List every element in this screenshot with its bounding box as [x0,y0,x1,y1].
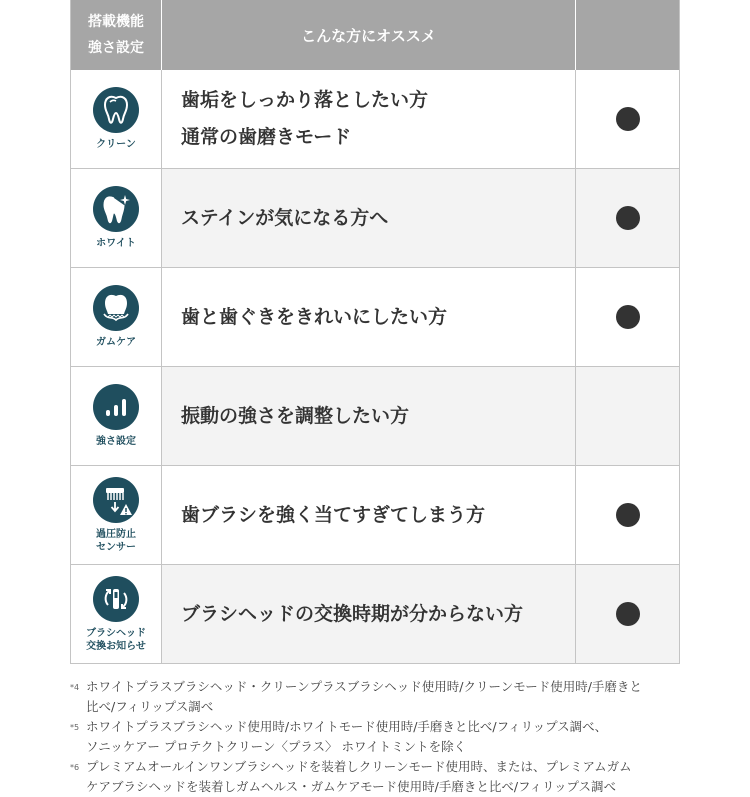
footnote-line: ソニッケアー プロテクトクリーン〈プラス〉 ホワイトミントを除く [86,739,467,754]
feature-cell [71,367,162,465]
recommend-dot [616,206,640,230]
feature-label-line1: 過圧防止 [96,528,136,540]
feature-label: ガムケア [96,337,136,348]
header-recommend-col: こんな方にオススメ [162,0,576,70]
recommend-dot [616,305,640,329]
recommend-dot [616,602,640,626]
recommend-text: 歯垢をしっかり落としたい方 [181,89,429,111]
footnote-mark: *6 [70,763,80,772]
mark-cell [576,169,679,267]
feature-label-line2: 交換お知らせ [86,640,146,652]
clean-tooth-icon [93,87,139,133]
mark-cell [576,268,679,366]
feature-label: ホワイト [96,238,136,249]
feature-label-line1: ブラシヘッド [86,627,146,639]
footnote-line: プレミアムオールインワンブラシヘッドを装着しクリーンモード使用時、または、プレミアムガム [86,759,632,774]
footnote-line: ホワイトプラスブラシヘッド・クリーンプラスブラシヘッド使用時/クリーンモード使用時/手磨きと [86,679,642,694]
footnote-text [86,677,690,717]
white-tooth-sparkle-icon [93,186,139,232]
mark-cell [576,70,679,168]
recommend-cell [162,169,576,267]
footnote-text [86,717,690,757]
footnote-line: ケアブラシヘッドを装着しガムヘルス・ガムケアモード使用時/手磨きと比べ/フィリップス調べ [86,779,617,794]
table-header [71,0,679,70]
recommend-text: ブラシヘッドの交換時期が分からない方 [181,602,524,625]
feature-cell [71,70,162,168]
header-feature-line1: 搭載機能 [88,14,144,30]
header-feature-line2: 強さ設定 [88,40,144,56]
intensity-bars-icon [93,384,139,430]
feature-cell [71,268,162,366]
recommend-cell [162,565,576,663]
recommend-text: 歯ブラシを強く当てすぎてしまう方 [181,503,486,526]
recommend-text: 振動の強さを調整したい方 [181,404,410,427]
recommend-text: 歯と歯ぐきをきれいにしたい方 [181,305,448,328]
header-feature-col [71,0,162,70]
table-row [71,367,679,466]
feature-label: 強さ設定 [96,436,136,447]
feature-label-line2: センサー [96,541,136,553]
header-mark-col [576,0,679,70]
feature-label: クリーン [96,139,136,150]
recommend-cell [162,268,576,366]
recommend-cell [162,466,576,564]
recommend-dot [616,503,640,527]
recommend-cell [162,367,576,465]
table-row [71,169,679,268]
feature-cell [71,169,162,267]
table-row [71,268,679,367]
feature-label [96,528,136,554]
mark-cell [576,466,679,564]
footnote-mark: *5 [70,723,80,732]
feature-cell [71,565,162,663]
table-row [71,70,679,169]
pressure-sensor-icon [93,477,139,523]
footnote [70,757,690,797]
recommend-dot [616,107,640,131]
gum-care-tooth-icon [93,285,139,331]
recommend-text: 通常の歯磨きモード [181,126,352,148]
footnote [70,717,690,757]
mark-cell [576,565,679,663]
footnotes [70,677,690,797]
recommend-cell [162,70,576,168]
feature-table [70,0,680,664]
table-row [71,565,679,664]
feature-cell [71,466,162,564]
mark-cell [576,367,679,465]
feature-label [86,627,146,653]
footnote-line: 比べ/フィリップス調べ [86,699,214,714]
footnote-text [86,757,690,797]
recommend-text: ステインが気になる方へ [181,206,389,229]
table-row [71,466,679,565]
brush-head-replace-icon [93,576,139,622]
footnote [70,677,690,717]
footnote-mark: *4 [70,683,80,692]
footnote-line: ホワイトプラスブラシヘッド使用時/ホワイトモード使用時/手磨きと比べ/フィリップス調べ、 [86,719,608,734]
